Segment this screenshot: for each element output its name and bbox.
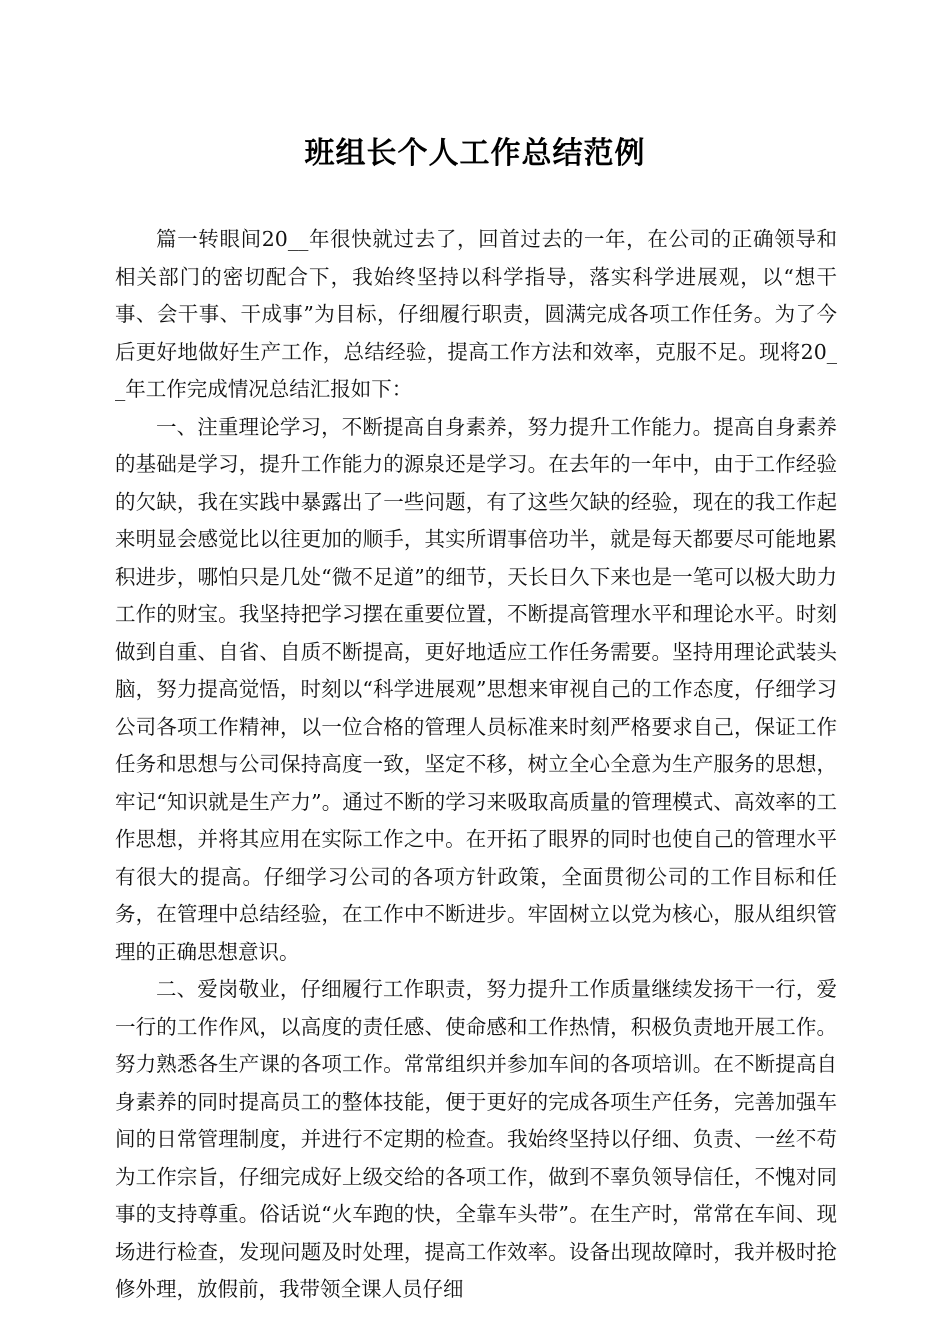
paragraph-intro: 篇一转眼间20__年很快就过去了，回首过去的一年，在公司的正确领导和相关部门的密切配合下，我始终坚持以科学指导，落实科学进展观，以“想干事、会干事、干成事”为目标，仔细履行职责，圆满完成各项工作任务。为了今后更好地做好生产工作，总结经验，提高工作方法和效率，克服不足。现将20__年工作完成情况总结汇报如下： [115, 227, 837, 401]
document-title: 班组长个人工作总结范例 [304, 136, 646, 171]
document-body [115, 221, 837, 1309]
paragraph-section-two: 二、爱岗敬业，仔细履行工作职责，努力提升工作质量继续发扬干一行，爱一行的工作作风，以高度的责任感、使命感和工作热情，积极负责地开展工作。努力熟悉各生产课的各项工作。常常组织并参加车间的各项培训。在不断提高自身素养的同时提高员工的整体技能，便于更好的完成各项生产任务，完善加强车间的日常管理制度，并进行不定期的检查。我始终坚持以仔细、负责、一丝不苟为工作宗旨，仔细完成好上级交给的各项工作，做到不辜负领导信任，不愧对同事的支持尊重。俗话说“火车跑的快，全靠车头带”。在生产时，常常在车间、现场进行检查，发现问题及时处理，提高工作效率。设备出现故障时，我并极时抢修外理，放假前，我带领全课人员仔细 [115, 977, 837, 1301]
paragraph-section-one: 一、注重理论学习，不断提高自身素养，努力提升工作能力。提高自身素养的基础是学习，提升工作能力的源泉还是学习。在去年的一年中，由于工作经验的欠缺，我在实践中暴露出了一些问题，有了这些欠缺的经验，现在的我工作起来明显会感觉比以往更加的顺手，其实所谓事倍功半，就是每天都要尽可能地累积进步，哪怕只是几处“微不足道”的细节，天长日久下来也是一笔可以极大助力工作的财宝。我坚持把学习摆在重要位置，不断提高管理水平和理论水平。时刻做到自重、自省、自质不断提高，更好地适应工作任务需要。坚持用理论武装头脑，努力提高觉悟，时刻以“科学进展观”思想来审视自己的工作态度，仔细学习公司各项工作精神，以一位合格的管理人员标准来时刻严格要求自己，保证工作任务和思想与公司保持高度一致，坚定不移，树立全心全意为生产服务的思想，牢记“知识就是生产力”。通过不断的学习来吸取高质量的管理模式、高效率的工作思想，并将其应用在实际工作之中。在开拓了眼界的同时也使自己的管理水平有很大的提高。仔细学习公司的各项方针政策，全面贯彻公司的工作目标和任务，在管理中总结经验，在工作中不断进步。牢固树立以党为核心，服从组织管理的正确思想意识。 [115, 414, 837, 964]
